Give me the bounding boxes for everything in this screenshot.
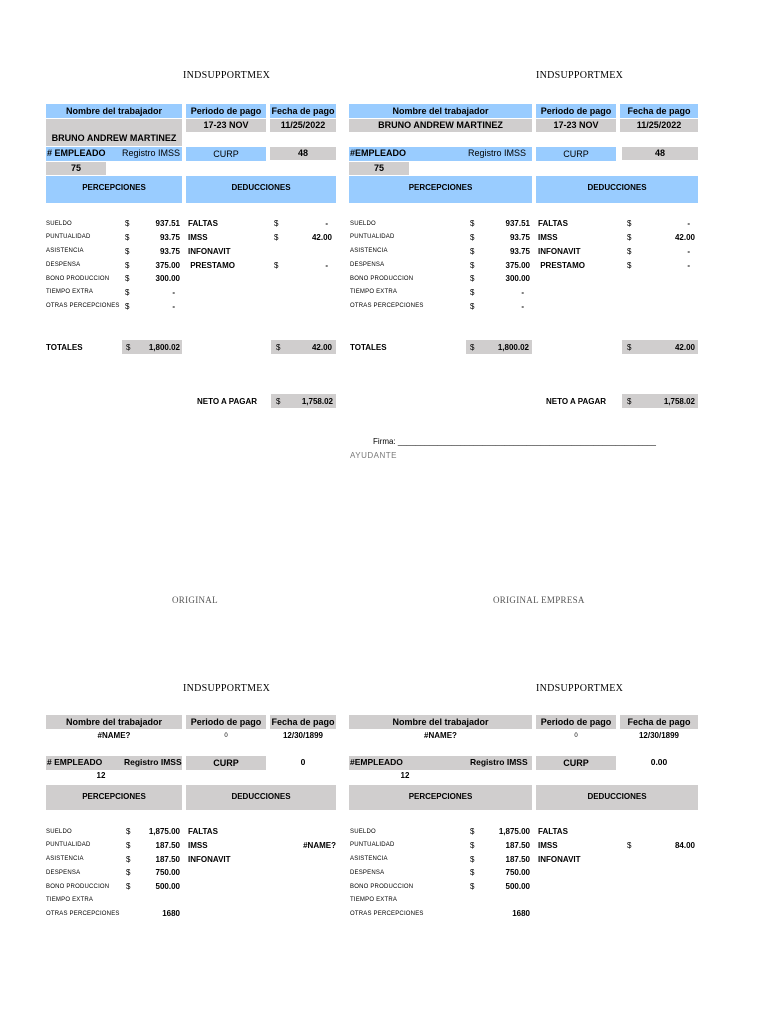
ded-value: -: [325, 219, 328, 228]
currency-sign: $: [126, 855, 131, 864]
deducciones-header: DEDUCCIONES: [536, 785, 698, 810]
ded-value: #NAME?: [303, 841, 336, 850]
perc-label: ASISTENCIA: [46, 248, 84, 254]
perc-label: TIEMPO EXTRA: [350, 897, 398, 903]
perc-value: 937.51: [155, 219, 180, 228]
percepciones-header: PERCEPCIONES: [46, 176, 182, 203]
perc-value: -: [172, 302, 175, 311]
currency-sign: $: [470, 219, 475, 228]
currency-sign: $: [627, 841, 632, 850]
curp-value: 48: [622, 147, 698, 160]
ded-value: -: [687, 247, 690, 256]
curp-value: 48: [270, 147, 336, 160]
curp-value: 0: [300, 757, 306, 767]
perc-value: 937.51: [505, 219, 530, 228]
employee-name: #NAME?: [424, 731, 457, 740]
perc-value: 1,875.00: [148, 827, 180, 836]
copy-label: ORIGINAL: [172, 595, 218, 605]
currency-sign: $: [470, 233, 475, 242]
perc-value: 500.00: [155, 882, 180, 891]
neto-value: 1,758.02: [301, 397, 333, 406]
company-name: INDSUPPORTMEX: [183, 70, 271, 81]
ded-label: PRESTAMO: [188, 261, 235, 270]
ded-label: IMSS: [538, 233, 558, 242]
empleado-number: 12: [400, 771, 410, 780]
currency-sign: $: [470, 868, 475, 877]
perc-label: BONO PRODUCCION: [350, 884, 414, 890]
currency-sign: $: [470, 882, 475, 891]
empleado-header: #EMPLEADO: [350, 757, 403, 767]
currency-sign: $: [125, 274, 130, 283]
perc-label: SUELDO: [350, 221, 376, 227]
empleado-header: # EMPLEADO: [47, 757, 103, 767]
currency-sign: $: [470, 855, 475, 864]
percepciones-header: PERCEPCIONES: [46, 785, 182, 810]
perc-value: 93.75: [159, 247, 180, 256]
perc-label: PUNTUALIDAD: [350, 234, 395, 240]
nombre-header: Nombre del trabajador: [46, 104, 182, 118]
empleado-header: # EMPLEADO: [47, 148, 106, 158]
currency-sign: $: [627, 233, 632, 242]
ded-value: 42.00: [674, 233, 695, 242]
ded-label: FALTAS: [188, 219, 218, 228]
perc-value: 93.75: [509, 247, 530, 256]
currency-sign: $: [125, 247, 130, 256]
curp-header: CURP: [186, 756, 266, 770]
fecha-header: Fecha de pago: [271, 106, 335, 116]
perc-value: 93.75: [509, 233, 530, 242]
perc-label: ASISTENCIA: [46, 856, 84, 862]
ded-label: FALTAS: [538, 827, 568, 836]
registro-header: Registro IMSS: [468, 148, 527, 158]
perc-value: 750.00: [505, 868, 530, 877]
fecha-value: 11/25/2022: [270, 119, 336, 132]
curp-header: CURP: [536, 147, 616, 161]
currency-sign: $: [627, 397, 632, 406]
periodo-header: Periodo de pago: [536, 104, 616, 118]
fecha-header: Fecha de pago: [620, 715, 698, 729]
curp-header: CURP: [186, 147, 266, 161]
ded-label: IMSS: [538, 841, 558, 850]
ded-value: -: [325, 261, 328, 270]
currency-sign: $: [125, 233, 130, 242]
perc-value: 750.00: [155, 868, 180, 877]
perc-value: -: [521, 288, 524, 297]
company-name: INDSUPPORTMEX: [183, 683, 271, 694]
perc-label: ASISTENCIA: [350, 248, 388, 254]
perc-label: SUELDO: [46, 829, 72, 835]
currency-sign: $: [125, 288, 130, 297]
totales-label: TOTALES: [46, 343, 83, 352]
perc-value: 1680: [162, 909, 180, 918]
neto-value: 1,758.02: [663, 397, 695, 406]
currency-sign: $: [627, 343, 632, 352]
ded-label: IMSS: [188, 841, 208, 850]
ded-label: INFONAVIT: [188, 855, 231, 864]
nombre-header: Nombre del trabajador: [46, 715, 182, 729]
periodo-header: Periodo de pago: [536, 715, 616, 729]
perc-value: 1,875.00: [498, 827, 530, 836]
ded-label: FALTAS: [188, 827, 218, 836]
currency-sign: $: [125, 219, 130, 228]
currency-sign: $: [125, 302, 130, 311]
fecha-value: 11/25/2022: [620, 119, 698, 132]
periodo-value: 17-23 NOV: [536, 119, 616, 132]
deducciones-header: DEDUCCIONES: [536, 176, 698, 203]
perc-value: 375.00: [505, 261, 530, 270]
ded-label: PRESTAMO: [538, 261, 585, 270]
currency-sign: $: [470, 274, 475, 283]
currency-sign: $: [470, 247, 475, 256]
perc-label: DESPENSA: [350, 262, 385, 268]
perc-label: BONO PRODUCCION: [46, 276, 110, 282]
neto-label: NETO A PAGAR: [546, 397, 607, 406]
registro-header: Registro IMSS: [122, 148, 181, 158]
perc-value: 187.50: [155, 855, 180, 864]
perc-label: DESPENSA: [350, 870, 385, 876]
perc-label: OTRAS PERCEPCIONES: [46, 911, 120, 917]
fecha-header: Fecha de pago: [271, 717, 335, 727]
currency-sign: $: [274, 261, 279, 270]
empleado-number: 75: [349, 162, 409, 175]
perc-value: 187.50: [505, 855, 530, 864]
ded-value: 42.00: [311, 233, 332, 242]
ded-label: INFONAVIT: [188, 247, 231, 256]
empleado-header: #EMPLEADO: [350, 148, 407, 158]
perc-label: PUNTUALIDAD: [350, 842, 395, 848]
ded-value: -: [687, 261, 690, 270]
currency-sign: $: [470, 827, 475, 836]
currency-sign: $: [470, 288, 475, 297]
perc-label: BONO PRODUCCION: [46, 884, 110, 890]
perc-value: 375.00: [155, 261, 180, 270]
currency-sign: $: [276, 397, 281, 406]
perc-label: SUELDO: [350, 829, 376, 835]
total-deducciones: 42.00: [674, 343, 695, 352]
registro-header: Registro IMSS: [124, 757, 182, 767]
employee-name: BRUNO ANDREW MARTINEZ: [349, 119, 532, 132]
periodo-value: 0: [224, 733, 228, 739]
currency-sign: $: [470, 302, 475, 311]
total-percepciones: 1,800.02: [148, 343, 180, 352]
ded-label: INFONAVIT: [538, 855, 581, 864]
empleado-number: 75: [46, 162, 106, 175]
perc-label: PUNTUALIDAD: [46, 842, 91, 848]
currency-sign: $: [470, 343, 475, 352]
perc-label: OTRAS PERCEPCIONES: [46, 303, 120, 309]
perc-label: DESPENSA: [46, 870, 81, 876]
ded-label: INFONAVIT: [538, 247, 581, 256]
fecha-header: Fecha de pago: [620, 104, 698, 118]
currency-sign: $: [125, 261, 130, 270]
currency-sign: $: [627, 247, 632, 256]
perc-value: 93.75: [159, 233, 180, 242]
neto-label: NETO A PAGAR: [197, 397, 258, 406]
registro-header: Registro IMSS: [470, 757, 528, 767]
currency-sign: $: [470, 261, 475, 270]
ded-value: 84.00: [674, 841, 695, 850]
currency-sign: $: [126, 841, 131, 850]
curp-value: 0.00: [650, 757, 668, 767]
percepciones-header: PERCEPCIONES: [349, 785, 532, 810]
fecha-value: 12/30/1899: [282, 731, 324, 740]
perc-value: 500.00: [505, 882, 530, 891]
ded-value: -: [687, 219, 690, 228]
empleado-number: 12: [96, 771, 106, 780]
totales-label: TOTALES: [350, 343, 387, 352]
perc-label: DESPENSA: [46, 262, 81, 268]
perc-label: ASISTENCIA: [350, 856, 388, 862]
periodo-header: Periodo de pago: [186, 104, 266, 118]
company-name: INDSUPPORTMEX: [536, 683, 624, 694]
total-percepciones: 1,800.02: [497, 343, 529, 352]
nombre-header: Nombre del trabajador: [349, 104, 532, 118]
currency-sign: $: [126, 882, 131, 891]
perc-value: 300.00: [155, 274, 180, 283]
nombre-header: Nombre del trabajador: [349, 715, 532, 729]
currency-sign: $: [627, 261, 632, 270]
deducciones-header: DEDUCCIONES: [186, 176, 336, 203]
perc-value: 300.00: [505, 274, 530, 283]
perc-label: TIEMPO EXTRA: [46, 897, 94, 903]
ayudante-label: AYUDANTE: [350, 451, 397, 460]
currency-sign: $: [627, 219, 632, 228]
currency-sign: $: [470, 841, 475, 850]
perc-label: OTRAS PERCEPCIONES: [350, 911, 424, 917]
periodo-header: Periodo de pago: [186, 715, 266, 729]
currency-sign: $: [274, 233, 279, 242]
perc-value: 187.50: [505, 841, 530, 850]
employee-name: #NAME?: [97, 731, 131, 740]
company-name: INDSUPPORTMEX: [536, 70, 624, 81]
perc-value: -: [172, 288, 175, 297]
currency-sign: $: [276, 343, 281, 352]
periodo-value: 17-23 NOV: [186, 119, 266, 132]
perc-label: BONO PRODUCCION: [350, 276, 414, 282]
percepciones-header: PERCEPCIONES: [349, 176, 532, 203]
deducciones-header: DEDUCCIONES: [186, 785, 336, 810]
perc-value: 1680: [512, 909, 530, 918]
currency-sign: $: [126, 868, 131, 877]
currency-sign: $: [274, 219, 279, 228]
copy-label: ORIGINAL EMPRESA: [493, 595, 585, 605]
firma-line: Firma: __________________________________________________________: [373, 437, 656, 446]
ded-label: FALTAS: [538, 219, 568, 228]
curp-header: CURP: [536, 756, 616, 770]
total-deducciones: 42.00: [311, 343, 332, 352]
perc-label: PUNTUALIDAD: [46, 234, 91, 240]
currency-sign: $: [126, 343, 131, 352]
perc-value: -: [521, 302, 524, 311]
perc-label: TIEMPO EXTRA: [350, 289, 398, 295]
employee-name: BRUNO ANDREW MARTINEZ: [51, 133, 177, 143]
perc-label: SUELDO: [46, 221, 72, 227]
periodo-value: 0: [574, 733, 578, 739]
fecha-value: 12/30/1899: [638, 731, 680, 740]
perc-label: OTRAS PERCEPCIONES: [350, 303, 424, 309]
perc-value: 187.50: [155, 841, 180, 850]
ded-label: IMSS: [188, 233, 208, 242]
currency-sign: $: [126, 827, 131, 836]
perc-label: TIEMPO EXTRA: [46, 289, 94, 295]
